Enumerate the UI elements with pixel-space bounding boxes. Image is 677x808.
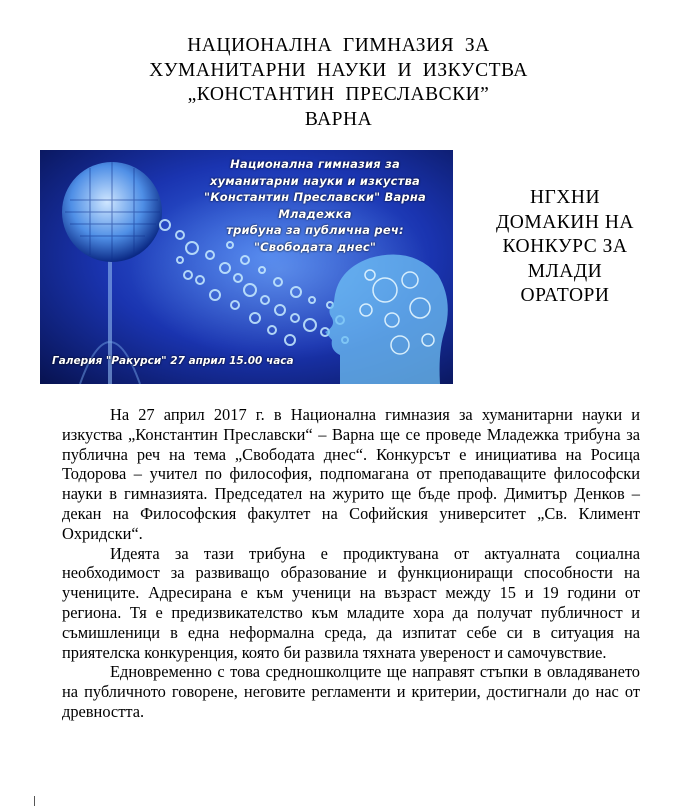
- poster-line: Национална гимназия за: [230, 157, 400, 171]
- poster-line: "Константин Преславски" Варна: [204, 190, 426, 204]
- side-heading: [465, 186, 665, 309]
- paragraph: Едновременно с това средношколците ще направят стъпки в овладяването на публичното говорене, неговите регламенти и критерии, достигнали до нас от древността.: [62, 662, 640, 721]
- event-poster: [40, 150, 453, 384]
- side-line: НГХНИ: [529, 187, 601, 208]
- side-line: ОРАТОРИ: [520, 285, 610, 306]
- title-line: „КОНСТАНТИН ПРЕСЛАВСКИ”: [187, 84, 490, 105]
- poster-line: Младежка: [278, 206, 352, 221]
- paragraph: На 27 април 2017 г. в Национална гимназия за хуманитарни науки и изкуства „Константин Преславски“ – Варна ще се проведе Младежка трибуна за публична реч на тема „Свободата днес“. Конкурсът е инициатива на Росица Тодорова – учител по философия, подпомагана от преподаващите философски науки в гимназията. Председател на журито ще бъде проф. Димитър Денков – декан на Философския факултет на Софийския университет „Св. Климент Охридски“.: [62, 405, 640, 543]
- poster-line: "Свободата днес": [253, 239, 377, 254]
- poster-line: хуманитарни науки и изкуства: [209, 173, 421, 188]
- side-line: ДОМАКИН НА: [495, 211, 634, 233]
- document-title: [0, 34, 677, 132]
- title-line: НАЦИОНАЛНА ГИМНАЗИЯ ЗА: [187, 35, 490, 56]
- side-line: МЛАДИ: [527, 260, 603, 282]
- title-line: ХУМАНИТАРНИ НАУКИ И ИЗКУСТВА: [149, 59, 528, 81]
- poster-caption: [190, 156, 440, 255]
- title-line: ВАРНА: [304, 108, 373, 130]
- paragraph: Идеята за тази трибуна е продиктувана от актуалната социална необходимост за развиващо образование и функциониращи способности на учениците. Адресирана е към ученици на възраст между 15 и 19 години от региона. Тя е предизвикателство към младите хора да получат публичност и съмишленици в една неформална среда, да изпитат себе си в ситуация на приятелска конкуренция, която би развила тяхната увереност и самочувствие.: [62, 543, 640, 662]
- text-cursor: [34, 796, 35, 806]
- article-body: [62, 405, 640, 722]
- side-line: КОНКУРС ЗА: [502, 236, 628, 257]
- poster-line: трибуна за публична реч:: [226, 223, 404, 237]
- poster-footer: Галерия "Ракурси" 27 април 15.00 часа: [52, 355, 294, 367]
